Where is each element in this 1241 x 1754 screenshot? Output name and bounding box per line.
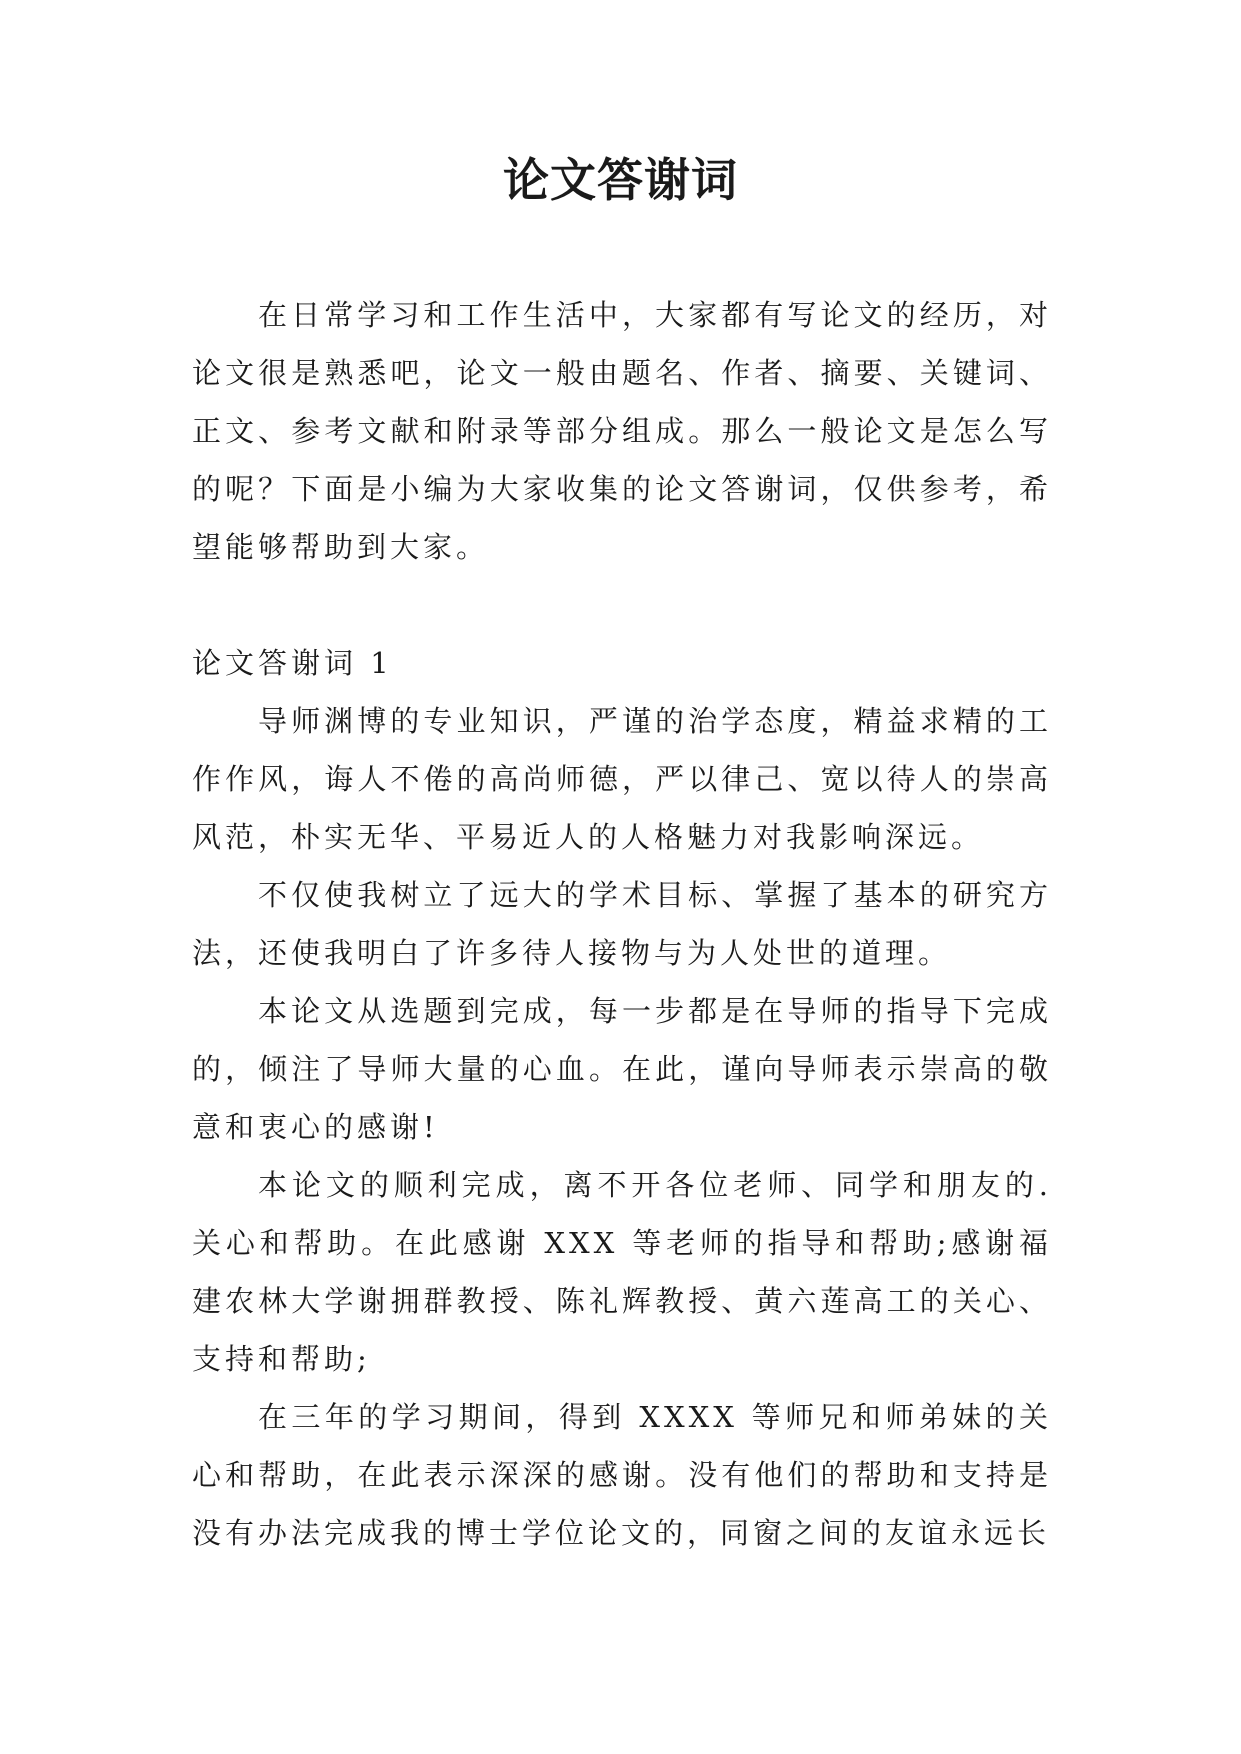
body-paragraph-1: 导师渊博的专业知识，严谨的治学态度，精益求精的工作作风，诲人不倦的高尚师德，严以律己、宽以待人的崇高风范，朴实无华、平易近人的人格魅力对我影响深远。: [192, 704, 1052, 854]
body-paragraph-5: 在三年的学习期间，得到 XXXX 等师兄和师弟妹的关心和帮助，在此表示深深的感谢。没有他们的帮助和支持是没有办法完成我的博士学位论文的，同窗之间的友谊永远长: [192, 1400, 1052, 1550]
section-heading: 论文答谢词 1: [192, 646, 393, 680]
body-paragraph-3: 本论文从选题到完成，每一步都是在导师的指导下完成的，倾注了导师大量的心血。在此，谨向导师表示崇高的敬意和衷心的感谢!: [192, 994, 1052, 1144]
intro-paragraph: 在日常学习和工作生活中，大家都有写论文的经历，对论文很是熟悉吧，论文一般由题名、作者、摘要、关键词、正文、参考文献和附录等部分组成。那么一般论文是怎么写的呢？下面是小编为大家收集的论文答谢词，仅供参考，希望能够帮助到大家。: [192, 298, 1052, 564]
body-paragraph-2: 不仅使我树立了远大的学术目标、掌握了基本的研究方法，还使我明白了许多待人接物与为人处世的道理。: [192, 878, 1052, 970]
document-body: [192, 286, 1052, 1562]
body-paragraph-4: 本论文的顺利完成，离不开各位老师、同学和朋友的.关心和帮助。在此感谢 XXX 等老师的指导和帮助;感谢福建农林大学谢拥群教授、陈礼辉教授、黄六莲高工的关心、支持和帮助;: [192, 1168, 1052, 1376]
document-title: 论文答谢词: [503, 153, 738, 207]
